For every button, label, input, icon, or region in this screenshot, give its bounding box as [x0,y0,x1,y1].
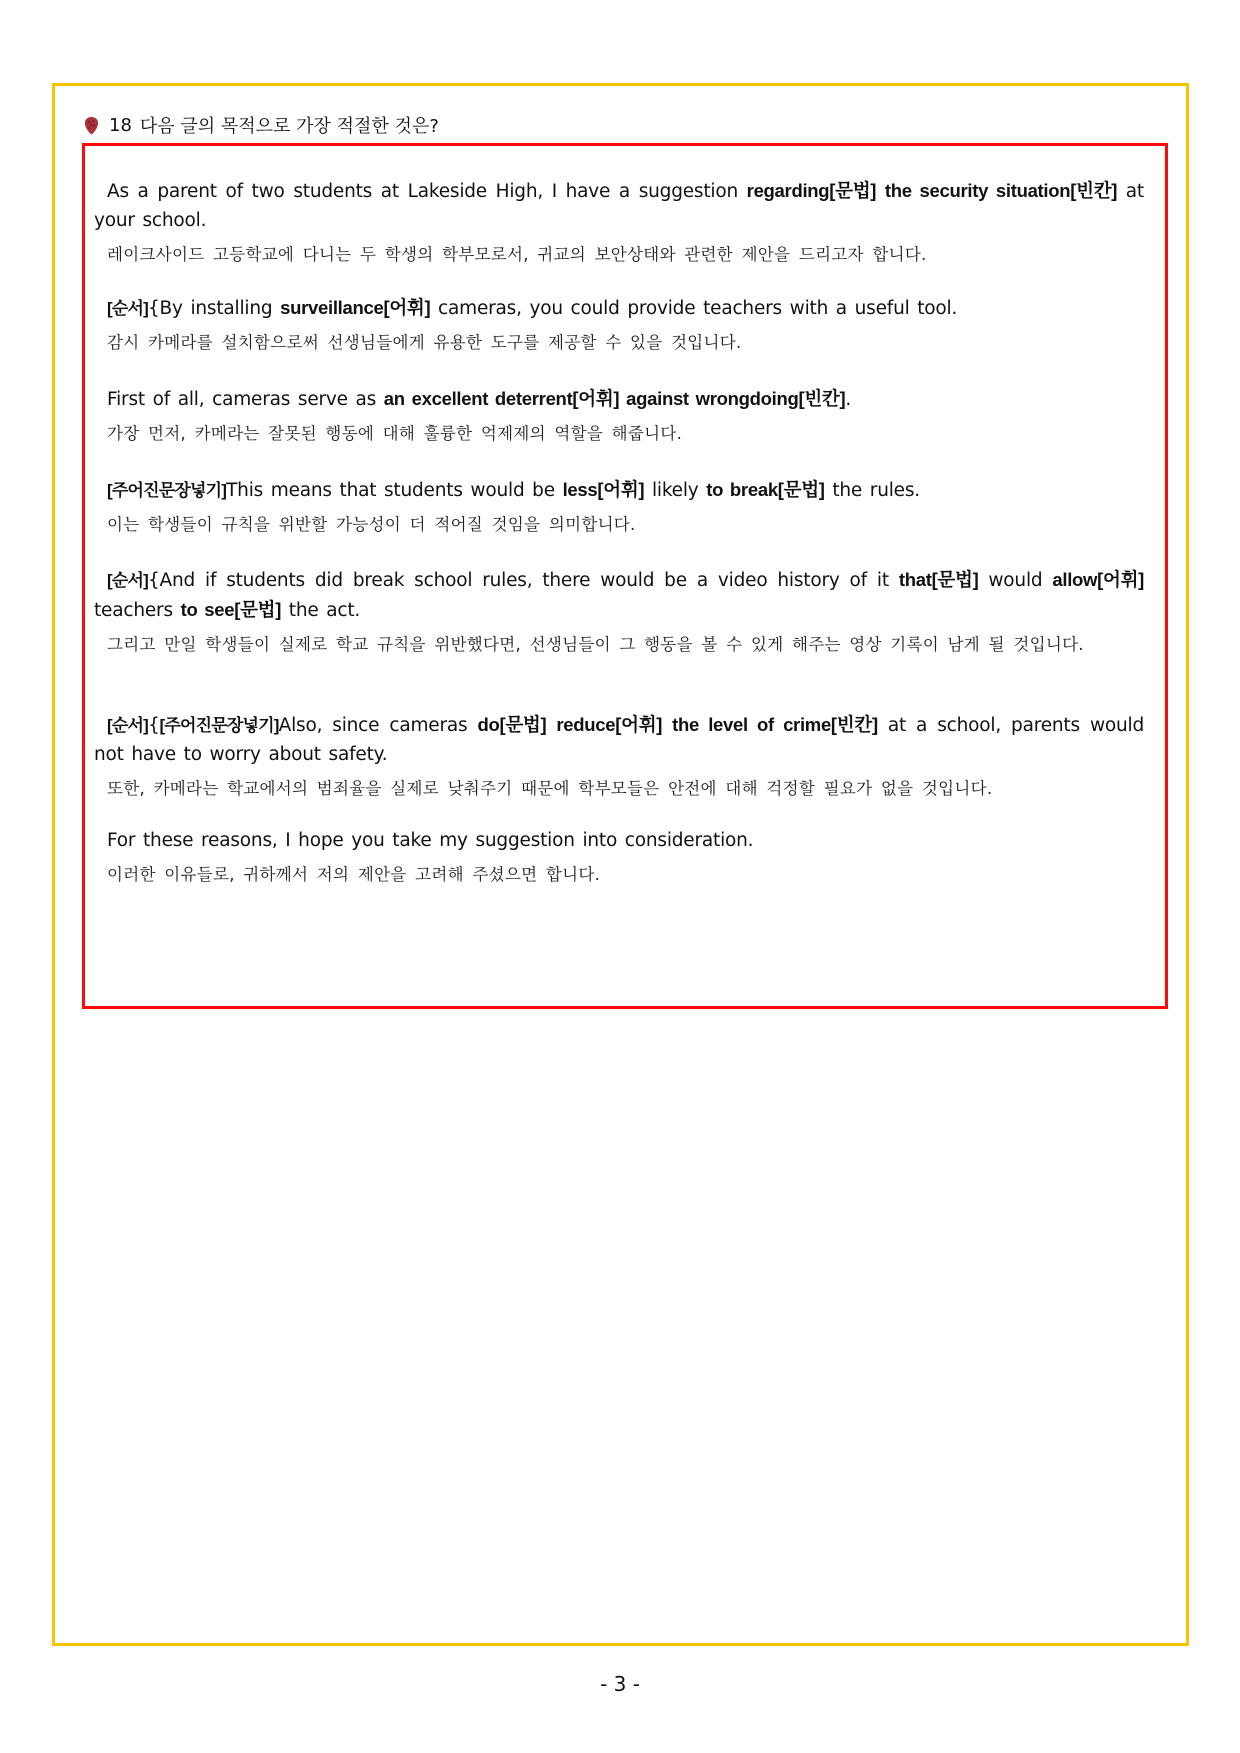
korean-translation [94,630,1144,659]
key-phrase: less[어휘] [562,479,645,500]
korean-text: 감시 카메라를 설치함으로써 선생님들에게 유용한 도구를 제공할 수 있을 것입니다. [107,333,742,352]
key-phrase: allow[어휘] [1052,569,1144,590]
korean-text: 또한, 카메라는 학교에서의 범죄율을 실제로 낮춰주기 때문에 학부모들은 안전에 대해 걱정할 필요가 없을 것입니다. [107,779,993,798]
sentence-text: Also, since cameras [278,715,478,736]
korean-text: 가장 먼저, 카메라는 잘못된 행동에 대해 훌륭한 억제제의 역할을 해줍니다. [107,424,683,443]
question-type-tag: [주어진문장넣기] [159,716,279,735]
passage-paragraph [94,293,1144,357]
key-phrase: reduce[어휘] [556,714,663,735]
sentence-text: likely [644,480,707,501]
korean-translation [94,419,1144,448]
korean-text: 그리고 만일 학생들이 실제로 학교 규칙을 위반했다면, 선생님들이 그 행동을 볼 수 있게 해주는 영상 기록이 남게 될 것입니다. [107,635,1084,654]
sentence-text: the act. [281,600,361,621]
sentence-text: at a school, parents would not have to worry about safety. [94,715,1144,765]
english-sentence [94,475,1144,505]
english-sentence [94,565,1144,625]
key-phrase: to break[문법] [706,479,825,500]
sentence-text: As a parent of two students at Lakeside High, I have a suggestion [107,181,747,202]
sentence-text [876,181,885,202]
key-phrase: to see[문법] [180,599,282,620]
sentence-text: {By installing [147,298,281,319]
english-sentence [94,826,1144,855]
sentence-text: First of all, cameras serve as [107,389,384,410]
key-phrase: an excellent deterrent[어휘] against wrongdoing[빈칸] [383,388,846,409]
sentence-text: teachers [94,600,181,621]
passage-paragraph [94,710,1144,803]
sentence-text: {And if students did break school rules, there would be a video history of it [147,570,899,591]
question-text: 다음 글의 목적으로 가장 적절한 것은? [139,116,439,137]
sentence-text: This means that students would be [226,480,563,501]
sentence-text: For these reasons, I hope you take my suggestion into consideration. [107,830,754,851]
korean-translation [94,860,1144,889]
english-sentence [94,176,1144,235]
key-phrase: the security situation[빈칸] [884,180,1118,201]
question-type-tag: [주어진문장넣기] [107,481,227,500]
key-phrase: surveillance[어휘] [280,297,431,318]
strawberry-icon [84,116,99,135]
english-sentence [94,293,1144,323]
korean-translation [94,510,1144,539]
key-phrase: regarding[문법] [746,180,877,201]
question-number: 18 [109,114,132,136]
korean-translation [94,774,1144,803]
english-sentence [94,710,1144,769]
english-sentence [94,384,1144,414]
question-title [84,110,439,140]
sentence-text [662,715,672,736]
question-type-tag: [순서] [107,571,148,590]
question-type-tag: [순서] [107,299,148,318]
korean-translation [94,240,1144,269]
sentence-text: at your school. [94,181,1144,231]
sentence-text: the rules. [824,480,920,501]
page-number: - 3 - [600,1672,640,1696]
key-phrase: that[문법] [898,569,979,590]
sentence-text [546,715,556,736]
passage-paragraph [94,176,1144,269]
passage-paragraph [94,565,1144,659]
sentence-text: { [147,715,160,736]
sentence-text: cameras, you could provide teachers with a useful tool. [430,298,958,319]
sentence-text: would [978,570,1053,591]
korean-translation [94,328,1144,357]
korean-text: 이러한 이유들로, 귀하께서 저의 제안을 고려해 주셨으면 합니다. [107,865,601,884]
question-type-tag: [순서] [107,716,148,735]
passage-paragraph [94,384,1144,448]
passage-paragraph [94,826,1144,889]
key-phrase: the level of crime[빈칸] [672,714,878,735]
sentence-text: . [845,389,852,410]
korean-text: 레이크사이드 고등학교에 다니는 두 학생의 학부모로서, 귀교의 보안상태와 관련한 제안을 드리고자 합니다. [107,245,927,264]
key-phrase: do[문법] [477,714,547,735]
korean-text: 이는 학생들이 규칙을 위반할 가능성이 더 적어질 것임을 의미합니다. [107,515,636,534]
passage-paragraph [94,475,1144,539]
